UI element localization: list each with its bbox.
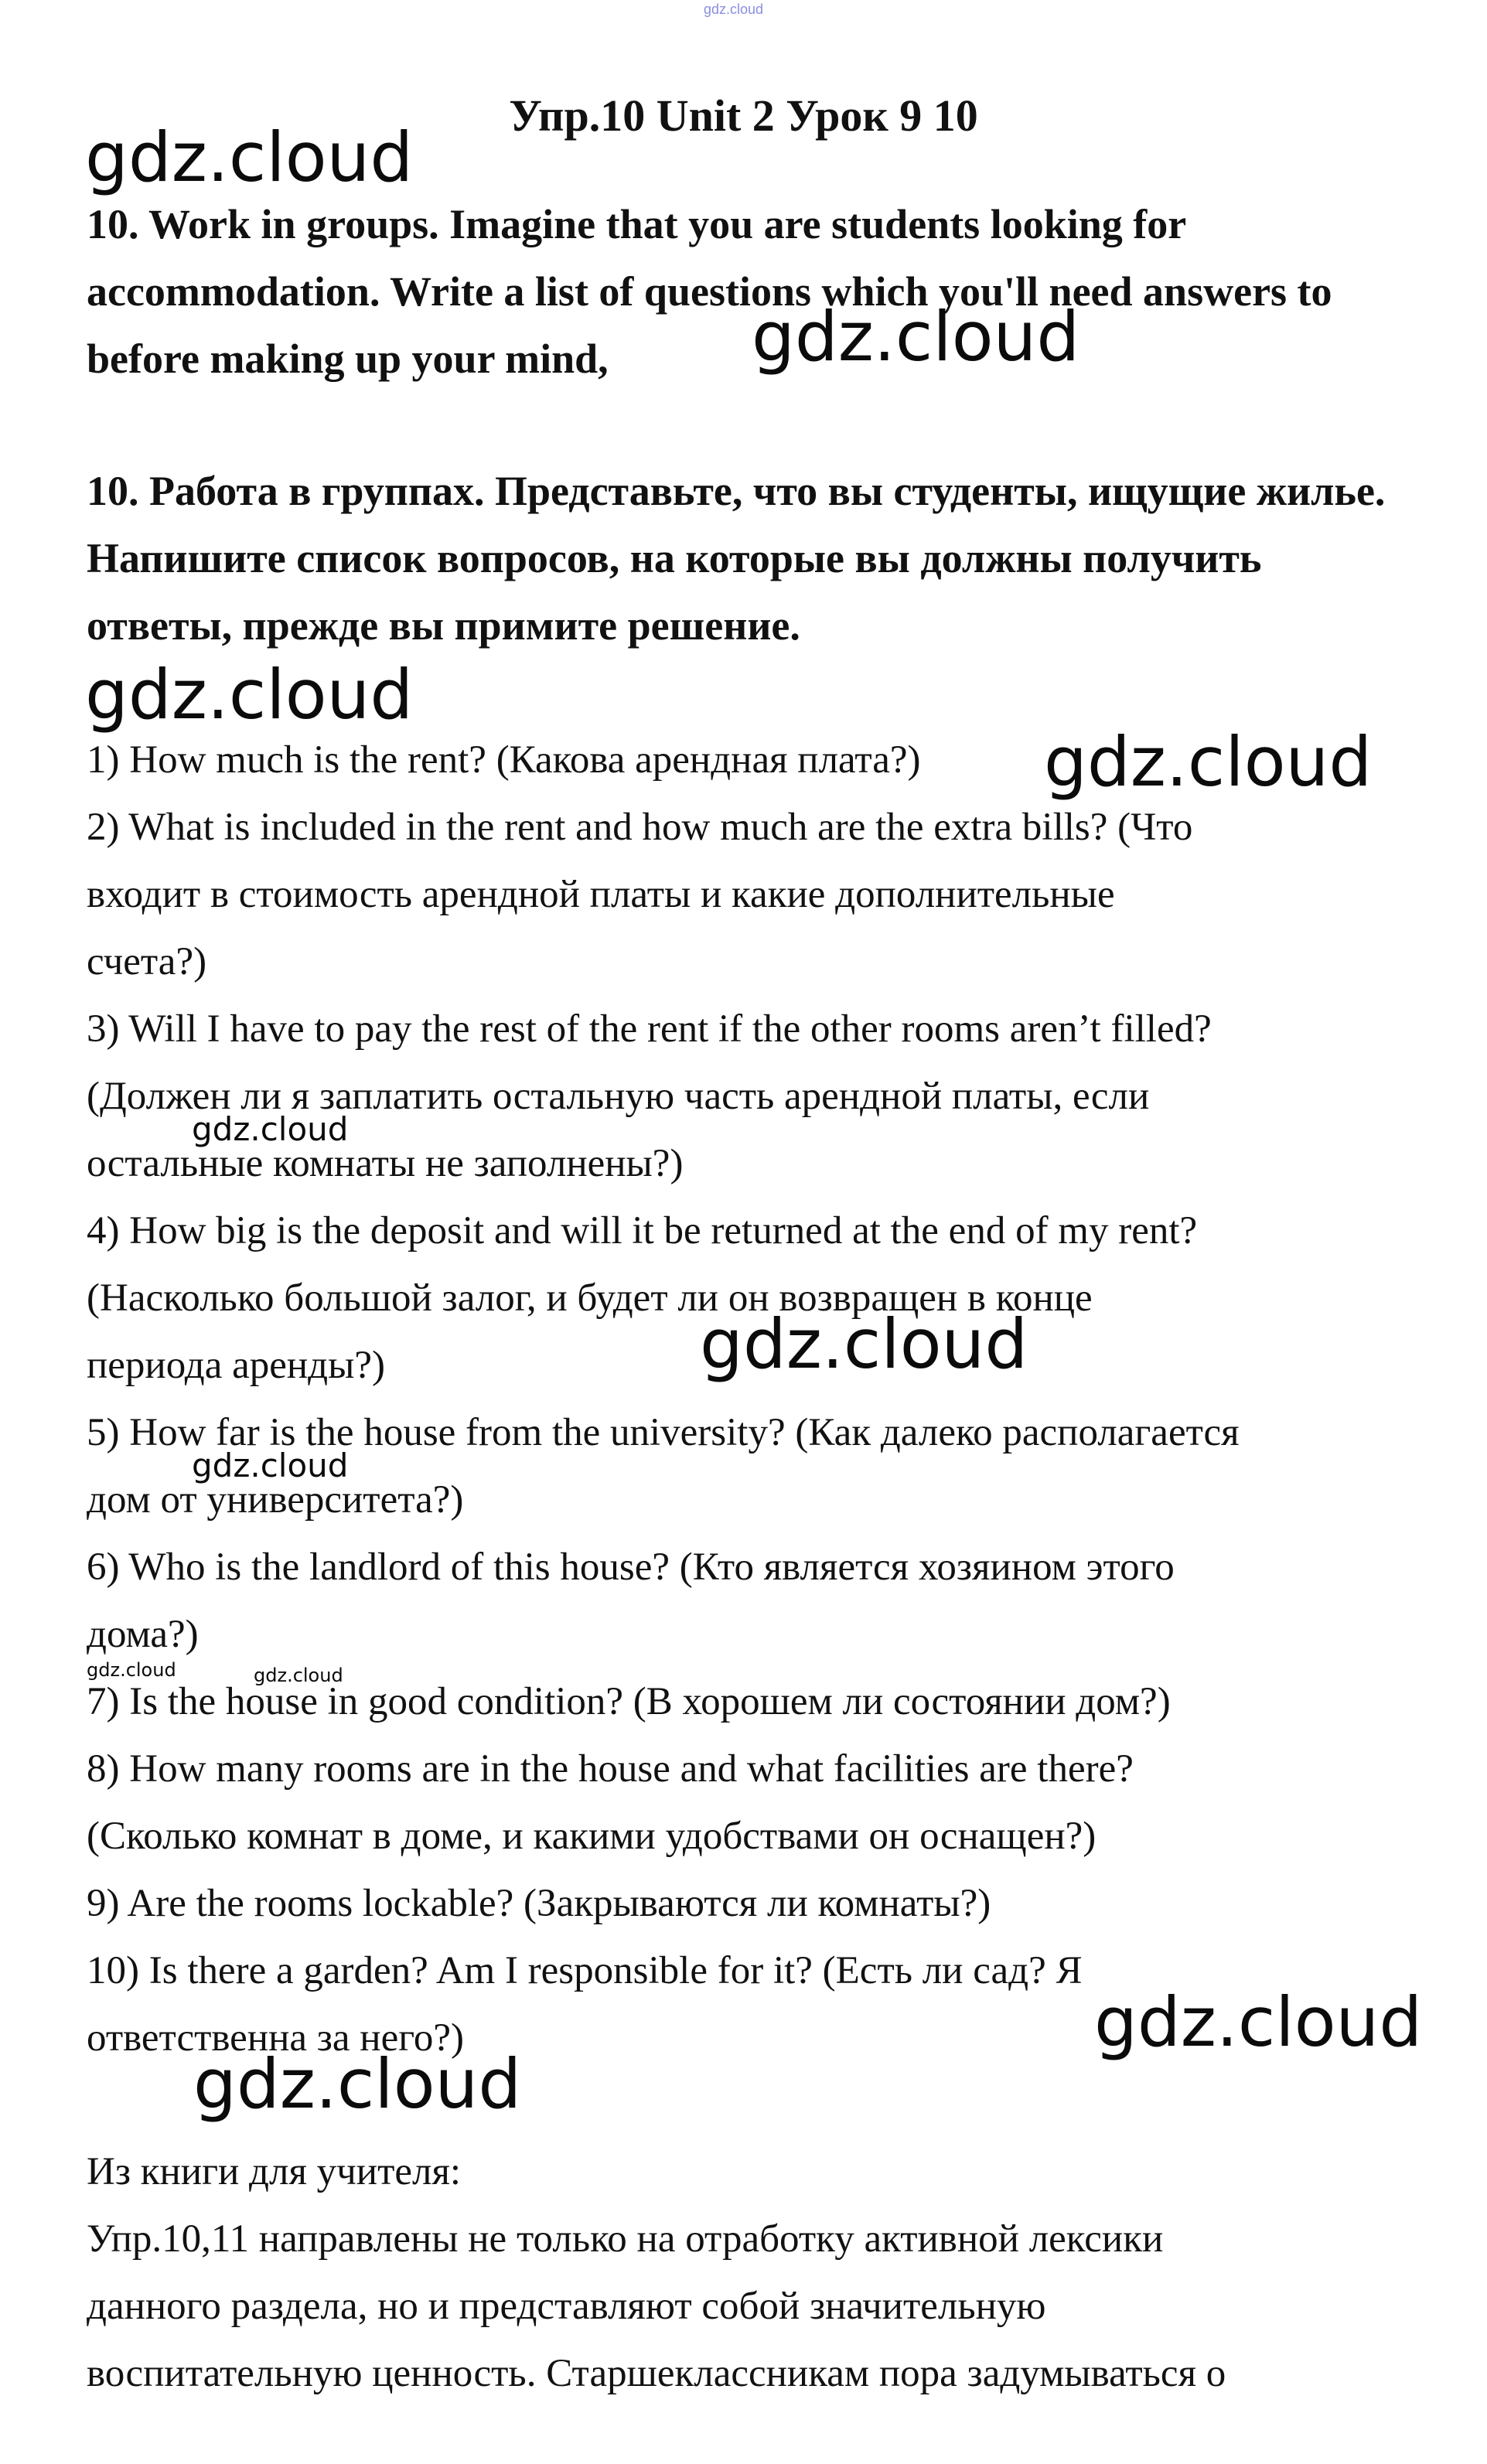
watermark: gdz.cloud (752, 297, 1080, 377)
watermark: gdz.cloud (254, 1665, 343, 1686)
top-watermark: gdz.cloud (704, 2, 764, 17)
teacher-notes-line: данного раздела, но и представляют собой значительную (87, 2285, 1046, 2328)
answer-line: (Должен ли я заплатить остальную часть арендной платы, если (87, 1075, 1150, 1118)
answer-line: (Насколько большой залог, и будет ли он возвращен в конце (87, 1276, 1093, 1320)
page-title: Упр.10 Unit 2 Урок 9 10 (509, 90, 978, 141)
answer-line: дома?) (87, 1613, 199, 1656)
answer-line: 5) How far is the house from the university? (Как далеко располагается (87, 1411, 1240, 1454)
teacher-notes-heading: Из книги для учителя: (87, 2150, 462, 2193)
answer-line: 3) Will I have to pay the rest of the rent if the other rooms aren’t filled? (87, 1007, 1212, 1051)
teacher-notes-line: Упр.10,11 направлены не только на отработку активной лексики (87, 2217, 1164, 2261)
answer-line: счета?) (87, 940, 207, 983)
answer-line: 2) What is included in the rent and how much are the extra bills? (Что (87, 806, 1193, 849)
watermark: gdz.cloud (192, 1110, 349, 1148)
watermark: gdz.cloud (700, 1304, 1028, 1384)
answer-line: 9) Are the rooms lockable? (Закрываются ли комнаты?) (87, 1882, 991, 1925)
answer-line: (Сколько комнат в доме, и какими удобствами он оснащен?) (87, 1815, 1096, 1858)
teacher-notes-line: воспитательную ценность. Старшеклассникам пора задумываться о (87, 2352, 1226, 2395)
watermark: gdz.cloud (87, 1659, 176, 1681)
answer-line: 10) Is there a garden? Am I responsible for it? (Есть ли сад? Я (87, 1949, 1083, 1992)
watermark: gdz.cloud (1094, 1982, 1423, 2062)
watermark: gdz.cloud (85, 655, 414, 734)
task-russian: 10. Работа в группах. Представьте, что вы студенты, ищущие жилье. Напишите список вопросов, на которые вы должны получить ответы, прежде вы примите решение. (87, 468, 1386, 649)
answer-line: остальные комнаты не заполнены?) (87, 1142, 684, 1185)
watermark: gdz.cloud (1044, 722, 1373, 802)
answer-line: дом от университета?) (87, 1478, 464, 1522)
watermark: gdz.cloud (85, 118, 414, 197)
answer-line: 1) How much is the rent? (Какова арендная плата?) (87, 738, 921, 782)
task-english: 10. Work in groups. Imagine that you are students looking for accommodation. Write a list of questions which you'll need answers to before making up your mind, (87, 201, 1332, 382)
answer-line: 4) How big is the deposit and will it be returned at the end of my rent? (87, 1209, 1198, 1252)
answer-line: входит в стоимость арендной платы и какие дополнительные (87, 873, 1115, 916)
watermark: gdz.cloud (192, 1447, 349, 1484)
answer-line: 7) Is the house in good condition? (В хорошем ли состоянии дом?) (87, 1680, 1171, 1723)
answer-line: ответственна за него?) (87, 2016, 464, 2060)
answer-line: периода аренды?) (87, 1344, 385, 1387)
watermark: gdz.cloud (193, 2044, 522, 2124)
answer-line: 6) Who is the landlord of this house? (Кто является хозяином этого (87, 1546, 1175, 1589)
answer-line: 8) How many rooms are in the house and what facilities are there? (87, 1747, 1134, 1791)
